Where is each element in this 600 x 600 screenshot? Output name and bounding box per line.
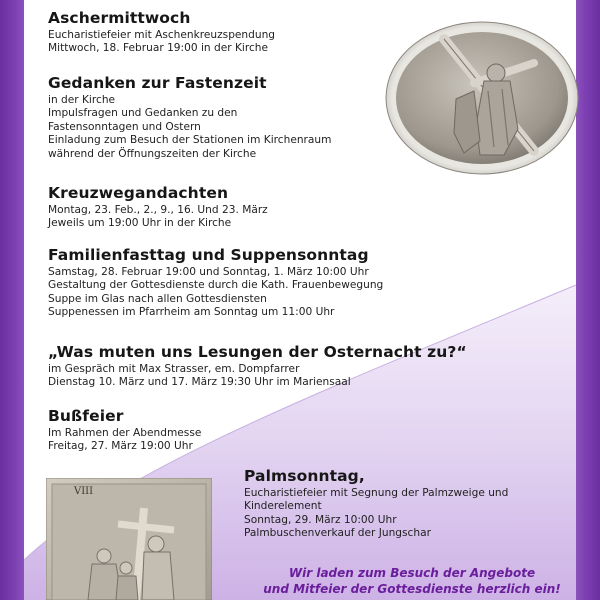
event-line: Kinderelement [244, 500, 322, 513]
station-number-label: VIII [74, 486, 94, 497]
event-title: Palmsonntag, [244, 467, 365, 485]
closing-line: Wir laden zum Besuch der Angebote [288, 566, 536, 580]
event-line: Suppe im Glas nach allen Gottesdiensten [48, 292, 267, 305]
event-title: Aschermittwoch [48, 9, 191, 27]
event-line: Gestaltung der Gottesdienste durch die Kath. Frauenbewegung [48, 279, 384, 292]
closing-line: und Mitfeier der Gottesdienste herzlich ein! [263, 582, 561, 596]
event-line: Dienstag 10. März und 17. März 19:30 Uhr im Mariensaal [48, 376, 351, 389]
closing-invitation [244, 565, 580, 597]
event-line: im Gespräch mit Max Strasser, em. Dompfarrer [48, 363, 300, 375]
event-line: Mittwoch, 18. Februar 19:00 in der Kirche [48, 42, 269, 55]
event-title: Gedanken zur Fastenzeit [48, 74, 267, 92]
event-title: „Was muten uns Lesungen der Osternacht zu?“ [48, 343, 467, 361]
event-line: Palmbuschenverkauf der Jungschar [244, 527, 431, 540]
event-familienfasttag [48, 246, 383, 320]
event-title: Bußfeier [48, 407, 124, 425]
event-line: Suppenessen im Pfarrheim am Sonntag um 11:00 Uhr [48, 306, 335, 319]
event-gedanken-fastenzeit [48, 74, 331, 161]
event-line: in der Kirche [48, 94, 116, 106]
event-line: Im Rahmen der Abendmesse [48, 427, 202, 439]
event-line: Eucharistiefeier mit Segnung der Palmzweige und [244, 487, 509, 499]
event-line: Samstag, 28. Februar 19:00 und Sonntag, 1. März 10:00 Uhr [48, 266, 369, 278]
event-line: Montag, 23. Feb., 2., 9., 16. Und 23. März [48, 204, 268, 216]
event-aschermittwoch [48, 9, 275, 56]
event-title: Familienfasttag und Suppensonntag [48, 246, 369, 264]
event-line: Eucharistiefeier mit Aschenkreuzspendung [48, 29, 276, 41]
event-line: Jeweils um 19:00 Uhr in der Kirche [48, 217, 232, 230]
event-line: während der Öffnungszeiten der Kirche [48, 147, 257, 160]
event-line: Einladung zum Besuch der Stationen im Kirchenraum [48, 134, 332, 147]
event-lesungen-osternacht [48, 343, 467, 390]
event-line: Freitag, 27. März 19:00 Uhr [48, 440, 193, 453]
event-title: Kreuzwegandachten [48, 184, 229, 202]
event-line: Fastensonntagen und Ostern [48, 120, 201, 133]
event-kreuzwegandachten [48, 184, 268, 231]
event-line: Impulsfragen und Gedanken zu den [48, 107, 238, 120]
event-line: Sonntag, 29. März 10:00 Uhr [244, 513, 397, 526]
event-palmsonntag [244, 467, 508, 541]
event-bussfeier [48, 407, 201, 454]
